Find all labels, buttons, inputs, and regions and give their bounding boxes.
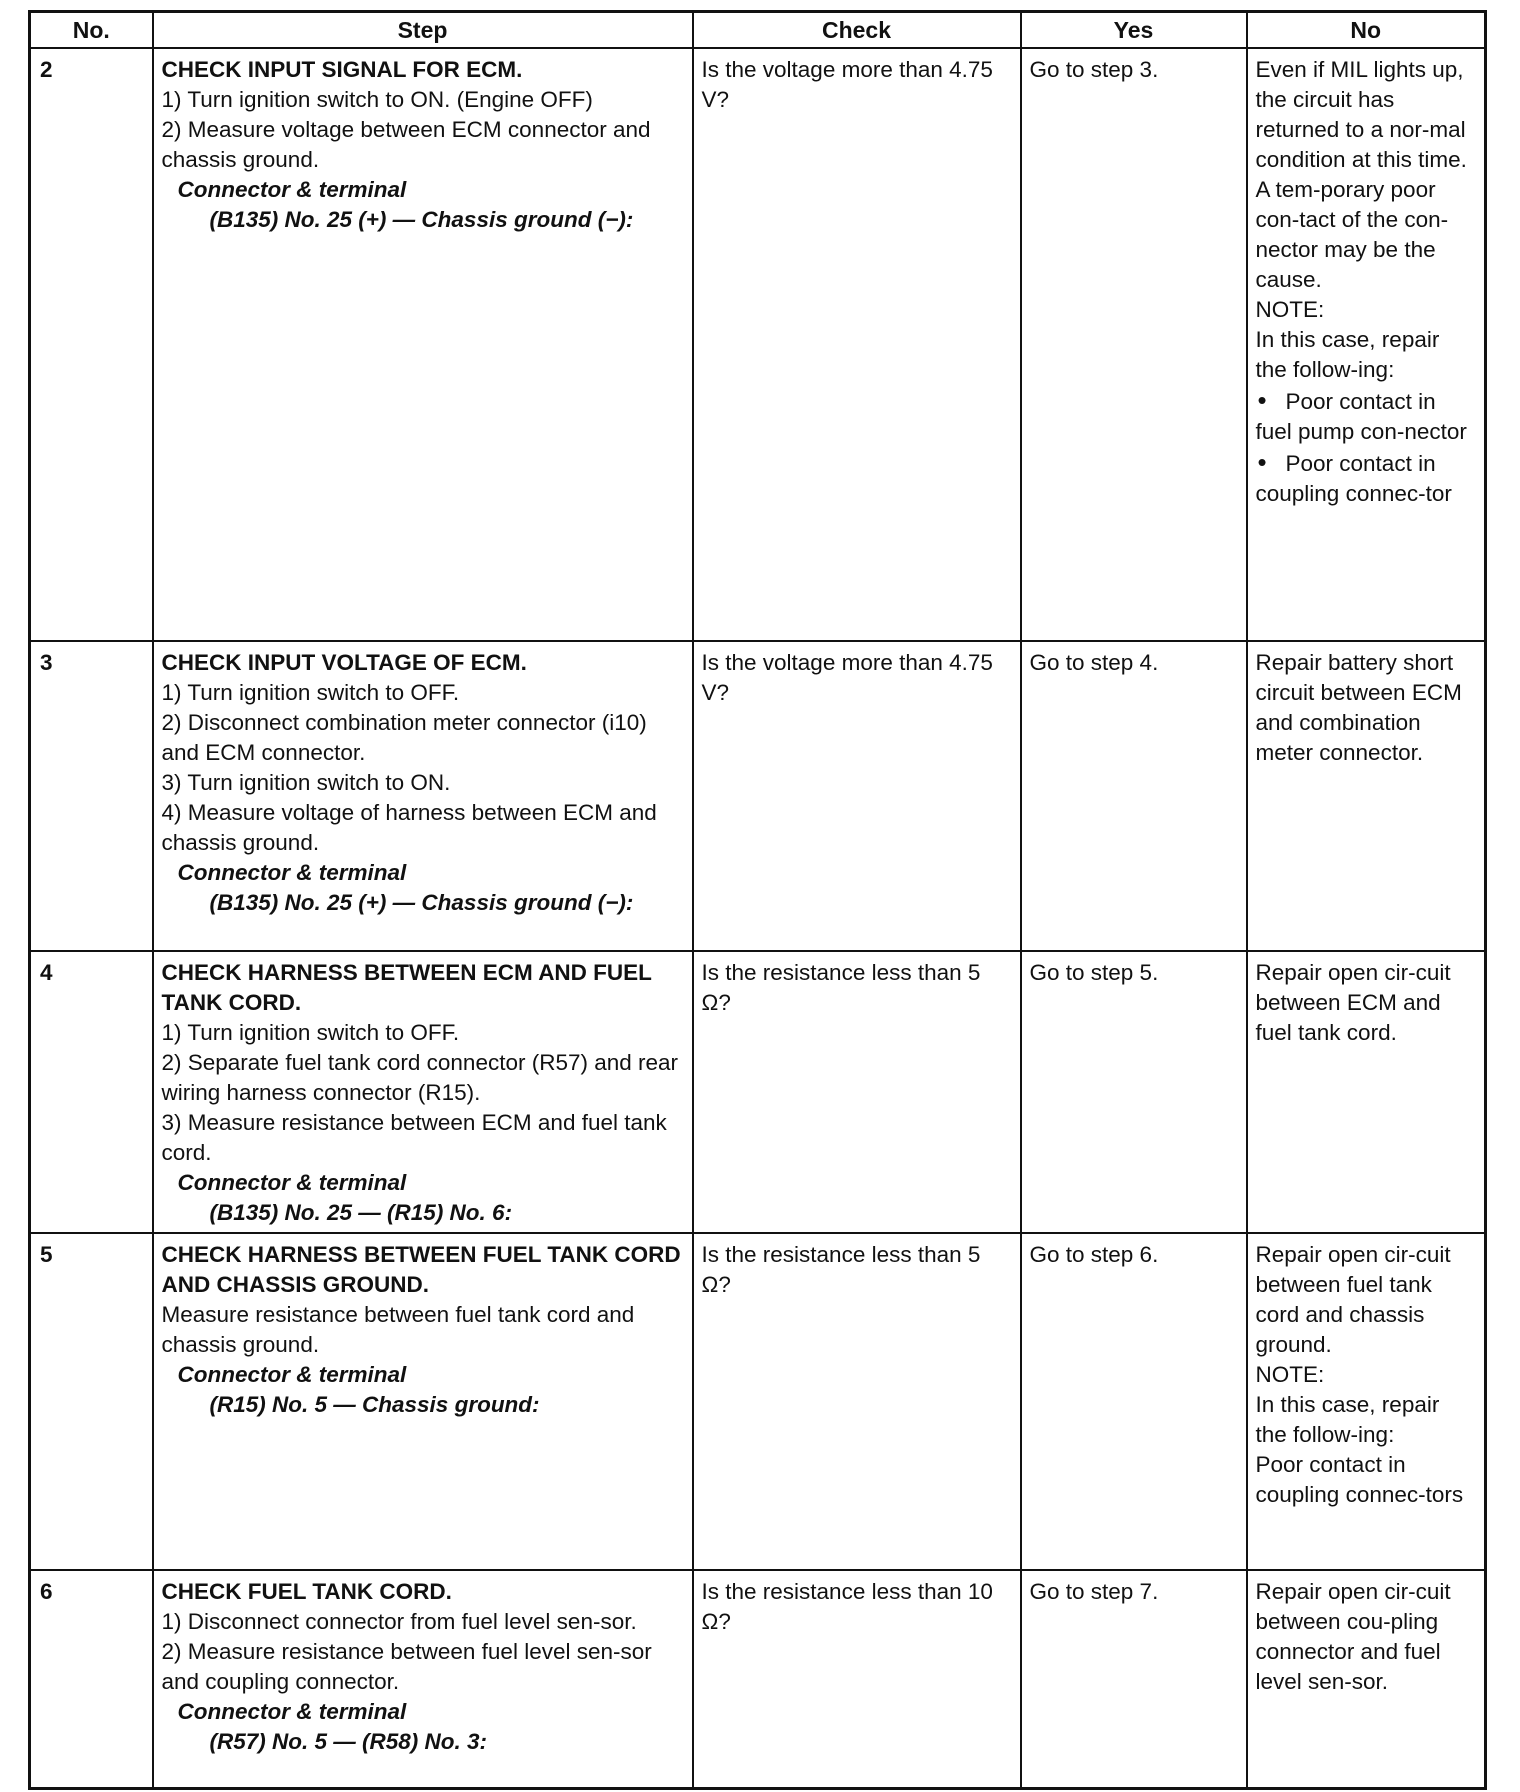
step-cell (153, 1233, 693, 1570)
connector-label: Connector & terminal (177, 1170, 407, 1195)
no-text: In this case, repair the follow-ing: (1255, 1392, 1440, 1447)
table-row (30, 951, 1486, 1233)
step-title: CHECK HARNESS BETWEEN FUEL TANK CORD AND CHASSIS GROUND. (161, 1242, 681, 1297)
yes-cell: Go to step 4. (1021, 641, 1247, 951)
no-text: Repair open cir-cuit between cou-pling connector and fuel level sen-sor. (1255, 1579, 1451, 1694)
step-instruction: 1) Turn ignition switch to OFF. (161, 1020, 460, 1045)
no-cell (1247, 48, 1486, 641)
step-instruction: 2) Separate fuel tank cord connector (R57) and rear wiring harness connector (R15). (161, 1050, 679, 1105)
header-check: Check (693, 12, 1021, 49)
terminal-spec: (B135) No. 25 — (R15) No. 6: (209, 1200, 513, 1225)
diagnostic-table (28, 10, 1487, 1790)
yes-cell: Go to step 5. (1021, 951, 1247, 1233)
step-instruction: 4) Measure voltage of harness between ECM and chassis ground. (161, 800, 657, 855)
diagnostic-procedure-page (28, 10, 1484, 1790)
no-text: Repair open cir-cuit between fuel tank cord and chassis ground. (1255, 1242, 1451, 1357)
no-text: Even if MIL lights up, the circuit has returned to a nor-mal condition at this time. A tem-porary poor con-tact of the con-nector may be the cause. (1255, 57, 1467, 292)
table-header-row (30, 12, 1486, 49)
no-text: Poor contact in coupling connec-tors (1255, 1452, 1464, 1507)
step-cell (153, 1570, 693, 1789)
terminal-spec: (B135) No. 25 (+) — Chassis ground (−): (209, 890, 634, 915)
step-instruction: 2) Disconnect combination meter connector (i10) and ECM connector. (161, 710, 647, 765)
step-instruction: 2) Measure resistance between fuel level sen-sor and coupling connector. (161, 1639, 652, 1694)
header-yes: Yes (1021, 12, 1247, 49)
table-row (30, 641, 1486, 951)
step-number: 6 (30, 1570, 153, 1789)
no-text: NOTE: (1255, 297, 1325, 322)
step-cell (153, 951, 693, 1233)
step-number: 5 (30, 1233, 153, 1570)
check-cell: Is the resistance less than 10 Ω? (693, 1570, 1021, 1789)
check-cell: Is the voltage more than 4.75 V? (693, 641, 1021, 951)
no-cell (1247, 951, 1486, 1233)
terminal-spec: (R15) No. 5 — Chassis ground: (209, 1392, 540, 1417)
step-instruction: 2) Measure voltage between ECM connector and chassis ground. (161, 117, 651, 172)
connector-label: Connector & terminal (177, 1699, 407, 1724)
no-text: In this case, repair the follow-ing: (1255, 327, 1440, 382)
check-cell: Is the voltage more than 4.75 V? (693, 48, 1021, 641)
terminal-spec: (R57) No. 5 — (R58) No. 3: (209, 1729, 488, 1754)
no-bullet-item: • Poor contact in fuel pump con-nector (1256, 385, 1477, 447)
no-text: NOTE: (1255, 1362, 1325, 1387)
table-row (30, 1570, 1486, 1789)
no-cell (1247, 1233, 1486, 1570)
step-title: CHECK HARNESS BETWEEN ECM AND FUEL TANK CORD. (161, 960, 652, 1015)
no-text: Repair open cir-cuit between ECM and fuel tank cord. (1255, 960, 1451, 1045)
step-title: CHECK INPUT VOLTAGE OF ECM. (161, 650, 527, 675)
check-cell: Is the resistance less than 5 Ω? (693, 1233, 1021, 1570)
step-instruction: 1) Disconnect connector from fuel level sen-sor. (161, 1609, 637, 1634)
step-cell (153, 48, 693, 641)
step-number: 4 (30, 951, 153, 1233)
connector-label: Connector & terminal (177, 177, 407, 202)
yes-cell: Go to step 7. (1021, 1570, 1247, 1789)
step-instruction: 3) Turn ignition switch to ON. (161, 770, 451, 795)
header-no: No. (30, 12, 153, 49)
step-title: CHECK INPUT SIGNAL FOR ECM. (161, 57, 523, 82)
header-step: Step (153, 12, 693, 49)
step-instruction: 3) Measure resistance between ECM and fuel tank cord. (161, 1110, 667, 1165)
step-instruction: 1) Turn ignition switch to OFF. (161, 680, 460, 705)
step-cell (153, 641, 693, 951)
no-cell (1247, 1570, 1486, 1789)
no-text: Repair battery short circuit between ECM and combination meter connector. (1255, 650, 1462, 765)
step-number: 2 (30, 48, 153, 641)
connector-label: Connector & terminal (177, 860, 407, 885)
check-cell: Is the resistance less than 5 Ω? (693, 951, 1021, 1233)
table-row (30, 1233, 1486, 1570)
step-instruction: 1) Turn ignition switch to ON. (Engine OFF) (161, 87, 593, 112)
yes-cell: Go to step 3. (1021, 48, 1247, 641)
no-bullet-item: • Poor contact in coupling connec-tor (1256, 447, 1477, 509)
yes-cell: Go to step 6. (1021, 1233, 1247, 1570)
step-number: 3 (30, 641, 153, 951)
step-title: CHECK FUEL TANK CORD. (161, 1579, 452, 1604)
header-no-result: No (1247, 12, 1486, 49)
step-instruction: Measure resistance between fuel tank cord and chassis ground. (161, 1302, 635, 1357)
terminal-spec: (B135) No. 25 (+) — Chassis ground (−): (209, 207, 634, 232)
connector-label: Connector & terminal (177, 1362, 407, 1387)
table-row (30, 48, 1486, 641)
no-cell (1247, 641, 1486, 951)
